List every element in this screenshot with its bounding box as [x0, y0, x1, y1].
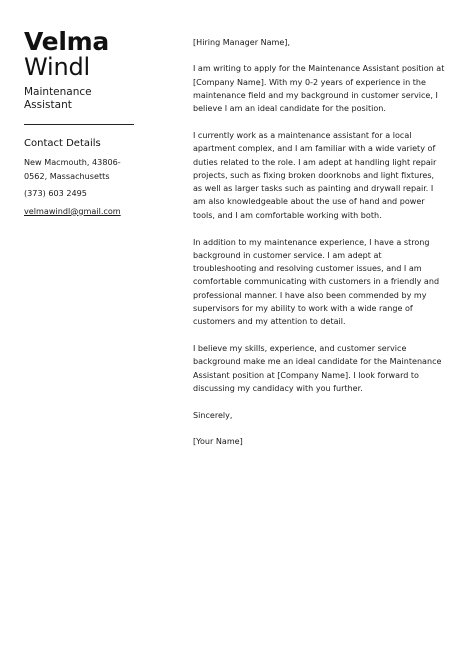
letter-salutation: [Hiring Manager Name], — [193, 38, 291, 47]
letter-paragraph-4: I believe my skills, experience, and customer service background make me an ideal candidate for the Maintenance Assistant position at [Company Name]. I look forward to discussing my candidacy with you further. — [193, 344, 442, 394]
sidebar — [24, 29, 136, 218]
letter-signature: [Your Name] — [193, 437, 243, 447]
candidate-first-name: Velma — [24, 27, 109, 56]
sidebar-divider — [24, 124, 134, 125]
address-line-2: 0562, Massachusetts — [24, 170, 110, 181]
job-title-line-2: Assistant — [24, 99, 72, 111]
letter-paragraph-2: I currently work as a maintenance assistant for a local apartment complex, and I am familiar with a wide variety of duties related to the role. I am adept at handling light repair projects, such as fixing broken doorknobs and light fixtures, as well as larger tasks such as painting and drywall repair. I am also knowledgeable about the use of hand and power tools, and I am comfortable working with both. — [193, 130, 437, 220]
candidate-last-name: Windl — [24, 53, 90, 81]
contact-details-heading: Contact Details — [24, 138, 101, 149]
job-title-line-1: Maintenance — [24, 86, 92, 98]
contact-address — [24, 156, 136, 183]
contact-email-link[interactable]: velmawindl@gmail.com — [24, 205, 121, 216]
letter-body — [193, 36, 445, 462]
job-title — [24, 86, 136, 112]
letter-paragraph-3: In addition to my maintenance experience, I have a strong background in customer service. I am adept at troubleshooting and resolving customer issues, and I am comfortable communicating with customers in a friendly and professional manner. I have also been commended by my supervisors for my ability to work with a wide range of customers and my attention to detail. — [193, 237, 440, 327]
contact-phone: (373) 603 2495 — [24, 188, 87, 198]
letter-paragraph-1: I am writing to apply for the Maintenance Assistant position at [Company Name]. With my 0-2 years of experience in the maintenance field and my background in customer service, I believe I am an ideal candidate for the position. — [193, 64, 445, 114]
address-line-1: New Macmouth, 43806- — [24, 157, 121, 167]
letter-closing: Sincerely, — [193, 410, 233, 420]
